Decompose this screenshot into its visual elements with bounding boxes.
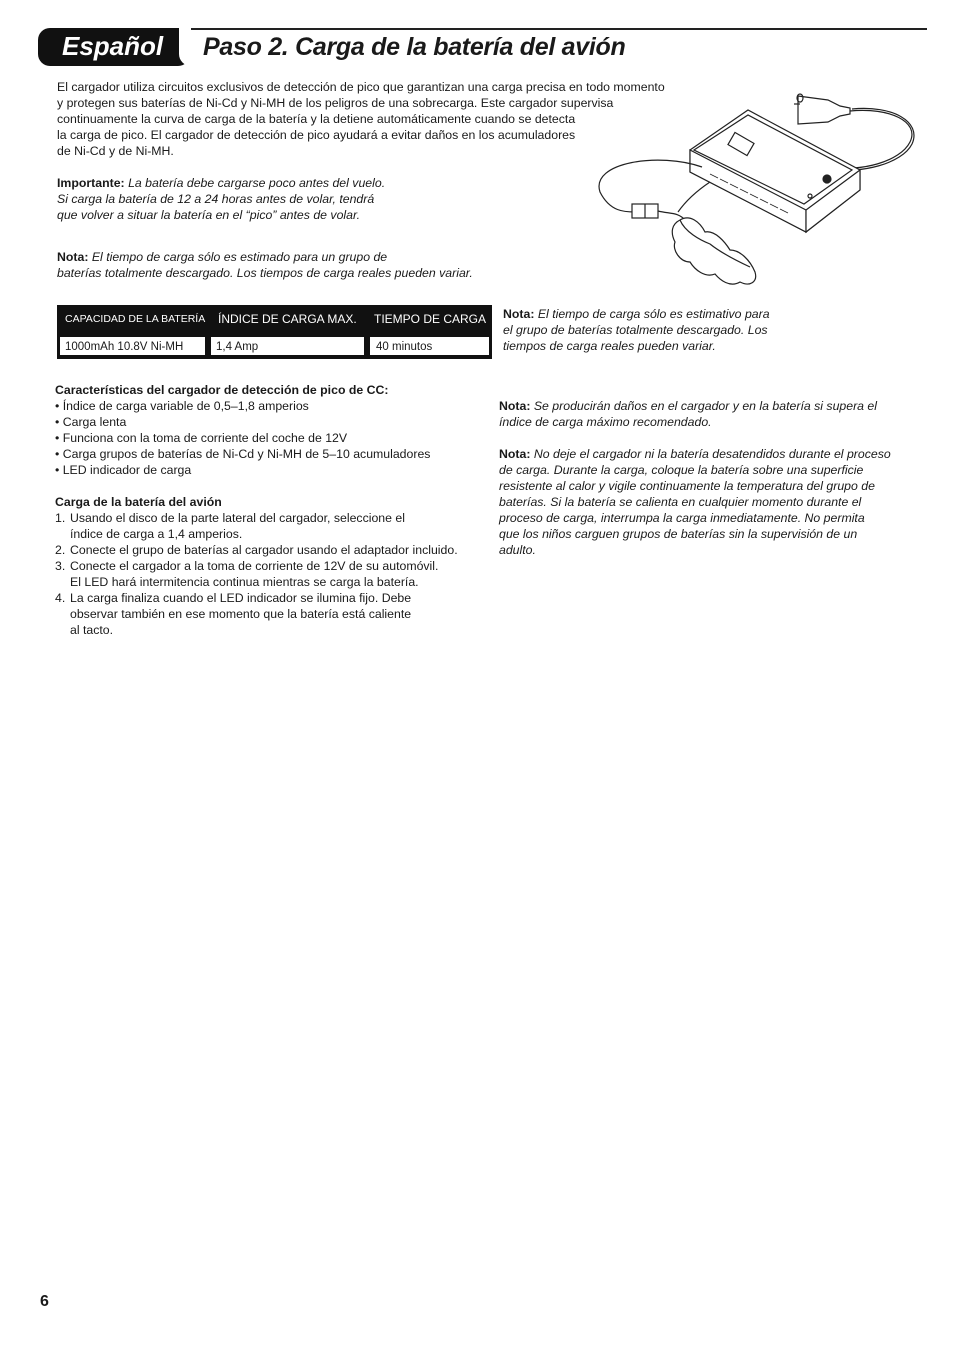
nota-text: baterías. Si la batería se calienta en cualquier momento durante el: [499, 495, 862, 509]
language-tab: [38, 28, 190, 66]
table-header: TIEMPO DE CARGA: [374, 305, 489, 333]
table-cell: 40 minutos: [369, 336, 490, 356]
charge-table: [57, 305, 492, 359]
nota-text: El tiempo de carga sólo es estimado para un grupo de: [91, 250, 388, 264]
nota-label: Nota:: [499, 447, 531, 461]
nota-label: Nota:: [503, 307, 535, 321]
nota-text: Se producirán daños en el cargador y en la batería si supera el: [533, 399, 878, 413]
nota-text: índice de carga máximo recomendado.: [499, 415, 712, 429]
nota-damage: [499, 398, 924, 430]
features-section: [55, 382, 495, 478]
intro-line: la carga de pico. El cargador de detección de pico ayudará a evitar daños en los acumuladores: [57, 128, 576, 142]
charging-section: [55, 494, 495, 638]
list-item: • Carga grupos de baterías de Ni-Cd y Ni-MH de 5–10 acumuladores: [55, 447, 431, 461]
step-number: 4.: [55, 591, 66, 605]
step-text: El LED hará intermitencia continua mientras se carga la batería.: [70, 575, 419, 589]
step-item: [55, 510, 495, 542]
nota-supervision: [499, 446, 927, 558]
page-number: 6: [40, 1293, 49, 1310]
intro-line: y protegen sus baterías de Ni-Cd y Ni-MH de los peligros de una sobrecarga. Este cargador supervisa: [57, 96, 614, 110]
nota-text: baterías totalmente descargado. Los tiempos de carga reales pueden variar.: [57, 266, 473, 280]
intro-line: continuamente la curva de carga de la batería y la detiene automáticamente cuando se detecta: [57, 112, 576, 126]
header-rule: [190, 28, 927, 30]
nota-text: adulto.: [499, 543, 536, 557]
table-cell: 1000mAh 10.8V Ni-MH: [59, 336, 206, 356]
step-text: Conecte el cargador a la toma de corriente de 12V de su automóvil.: [70, 559, 439, 573]
charging-heading: Carga de la batería del avión: [55, 495, 222, 509]
intro-line: El cargador utiliza circuitos exclusivos de detección de pico que garantizan una carga precisa en todo momento: [57, 80, 665, 94]
table-header: CAPACIDAD DE LA BATERÍA: [65, 305, 215, 333]
step-number: 1.: [55, 511, 66, 525]
nota-text: el grupo de baterías totalmente descargado. Los: [503, 323, 768, 337]
step-item: [55, 558, 495, 590]
importante-text: Si carga la batería de 12 a 24 horas antes de volar, tendrá: [57, 192, 375, 206]
nota-charge-time: [57, 249, 527, 281]
step-text: Usando el disco de la parte lateral del cargador, seleccione el: [70, 511, 405, 525]
step-number: 3.: [55, 559, 66, 573]
charger-illustration: [590, 82, 920, 297]
nota-text: tiempos de carga reales pueden variar.: [503, 339, 716, 353]
step-text: Conecte el grupo de baterías al cargador usando el adaptador incluido.: [70, 543, 458, 557]
importante-note: [57, 175, 437, 223]
features-heading: Características del cargador de detección de pico de CC:: [55, 383, 389, 397]
step-number: 2.: [55, 543, 66, 557]
language-label: Español: [62, 31, 164, 61]
step-item: [55, 542, 495, 558]
step-text: al tacto.: [70, 623, 114, 637]
importante-label: Importante:: [57, 176, 125, 190]
list-item: • Índice de carga variable de 0,5–1,8 amperios: [55, 399, 309, 413]
step-text: observar también en ese momento que la batería está caliente: [70, 607, 412, 621]
nota-text: de carga. Durante la carga, coloque la batería sobre una superficie: [499, 463, 864, 477]
nota-text: resistente al calor y vigile continuamente la temperatura del grupo de: [499, 479, 875, 493]
importante-text: La batería debe cargarse poco antes del vuelo.: [128, 176, 386, 190]
page-title: Paso 2. Carga de la batería del avión: [203, 33, 626, 61]
nota-estimate: [503, 306, 803, 354]
step-text: índice de carga a 1,4 amperios.: [70, 527, 243, 541]
table-cell: 1,4 Amp: [210, 336, 365, 356]
nota-label: Nota:: [499, 399, 531, 413]
nota-label: Nota:: [57, 250, 89, 264]
step-item: [55, 590, 495, 638]
list-item: • Carga lenta: [55, 415, 127, 429]
nota-text: No deje el cargador ni la batería desatendidos durante el proceso: [533, 447, 891, 461]
nota-text: proceso de carga, interrumpa la carga inmediatamente. No permita: [499, 511, 865, 525]
step-text: La carga finaliza cuando el LED indicador se ilumina fijo. Debe: [70, 591, 412, 605]
list-item: • LED indicador de carga: [55, 463, 192, 477]
list-item: • Funciona con la toma de corriente del coche de 12V: [55, 431, 348, 445]
table-header: ÍNDICE DE CARGA MAX.: [218, 305, 368, 333]
nota-text: que los niños carguen grupos de baterías sin la supervisión de un: [499, 527, 858, 541]
nota-text: El tiempo de carga sólo es estimativo para: [537, 307, 770, 321]
importante-text: que volver a situar la batería en el “pico” antes de volar.: [57, 208, 361, 222]
features-list: [55, 398, 495, 478]
intro-line: de Ni-Cd y de Ni-MH.: [57, 144, 174, 158]
